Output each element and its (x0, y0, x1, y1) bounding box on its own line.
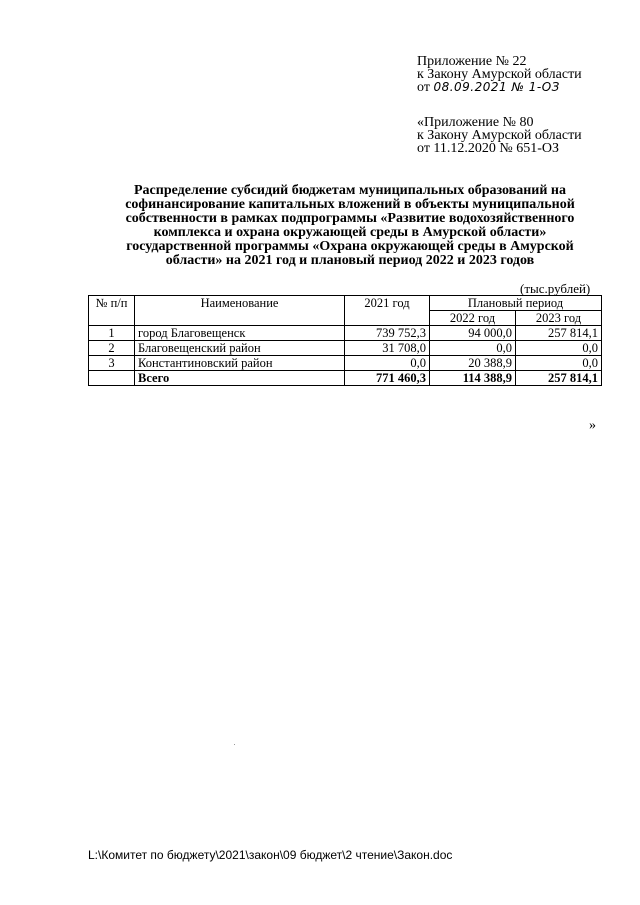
title-line: комплекса и охрана окружающей среды в Амурской области» (153, 225, 547, 240)
appendix-previous-law: к Закону Амурской области (417, 128, 582, 143)
appendix-current-block (417, 55, 582, 94)
cell-name: Константиновский район (135, 356, 345, 371)
header-2021: 2021 год (345, 296, 430, 326)
cell-2023: 0,0 (516, 356, 602, 371)
title-line: государственной программы «Охрана окружающей среды в Амурской (126, 239, 574, 254)
title-line: софинансирование капитальных вложений в объекты муниципальной (125, 197, 575, 212)
header-planned-period: Плановый период (430, 296, 602, 311)
cell-num: 1 (89, 326, 135, 341)
title-line: области» на 2021 год и плановый период 2022 и 2023 годов (165, 253, 535, 268)
appendix-current-date-line (417, 81, 582, 94)
cell-num: 3 (89, 356, 135, 371)
closing-quote: » (589, 418, 596, 433)
cell-name: город Благовещенск (135, 326, 345, 341)
title-line: собственности в рамках подпрограммы «Развитие водохозяйственного (125, 211, 575, 226)
appendix-previous-number: «Приложение № 80 (417, 115, 534, 130)
table-row (89, 326, 602, 341)
header-2023: 2023 год (516, 311, 602, 326)
cell-2022: 20 388,9 (430, 356, 516, 371)
cell-2021: 31 708,0 (345, 341, 430, 356)
document-title (100, 184, 600, 268)
table-row (89, 341, 602, 356)
appendix-previous-block (417, 116, 582, 155)
cell-2022: 0,0 (430, 341, 516, 356)
header-name: Наименование (135, 296, 345, 326)
appendix-current-law: к Закону Амурской области (417, 67, 582, 82)
appendix-previous-date: от 11.12.2020 № 651-ОЗ (417, 141, 560, 156)
header-num: № п/п (89, 296, 135, 326)
cell-2021: 739 752,3 (345, 326, 430, 341)
appendix-date-prefix: от (417, 80, 430, 95)
cell-name: Благовещенский район (135, 341, 345, 356)
cell-num: 2 (89, 341, 135, 356)
subsidy-table (88, 295, 602, 386)
cell-2023: 0,0 (516, 341, 602, 356)
cell-total-2022: 114 388,9 (430, 371, 516, 386)
handwritten-date-signature: 08.09.2021 № 1-ОЗ (433, 80, 560, 94)
cell-2022: 94 000,0 (430, 326, 516, 341)
footer-file-path: L:\Комитет по бюджету\2021\закон\09 бюджет\2 чтение\Закон.doc (88, 848, 453, 862)
cell-2021: 0,0 (345, 356, 430, 371)
table-total-row (89, 371, 602, 386)
scan-speck (234, 744, 235, 745)
units-label: (тыс.рублей) (520, 281, 591, 296)
header-2022: 2022 год (430, 311, 516, 326)
cell-num (89, 371, 135, 386)
appendix-current-number: Приложение № 22 (417, 54, 527, 69)
title-line: Распределение субсидий бюджетам муниципальных образований на (134, 183, 566, 198)
cell-total-2021: 771 460,3 (345, 371, 430, 386)
cell-total-label: Всего (135, 371, 345, 386)
table-row (89, 356, 602, 371)
cell-2023: 257 814,1 (516, 326, 602, 341)
cell-total-2023: 257 814,1 (516, 371, 602, 386)
table-header-row (89, 296, 602, 311)
